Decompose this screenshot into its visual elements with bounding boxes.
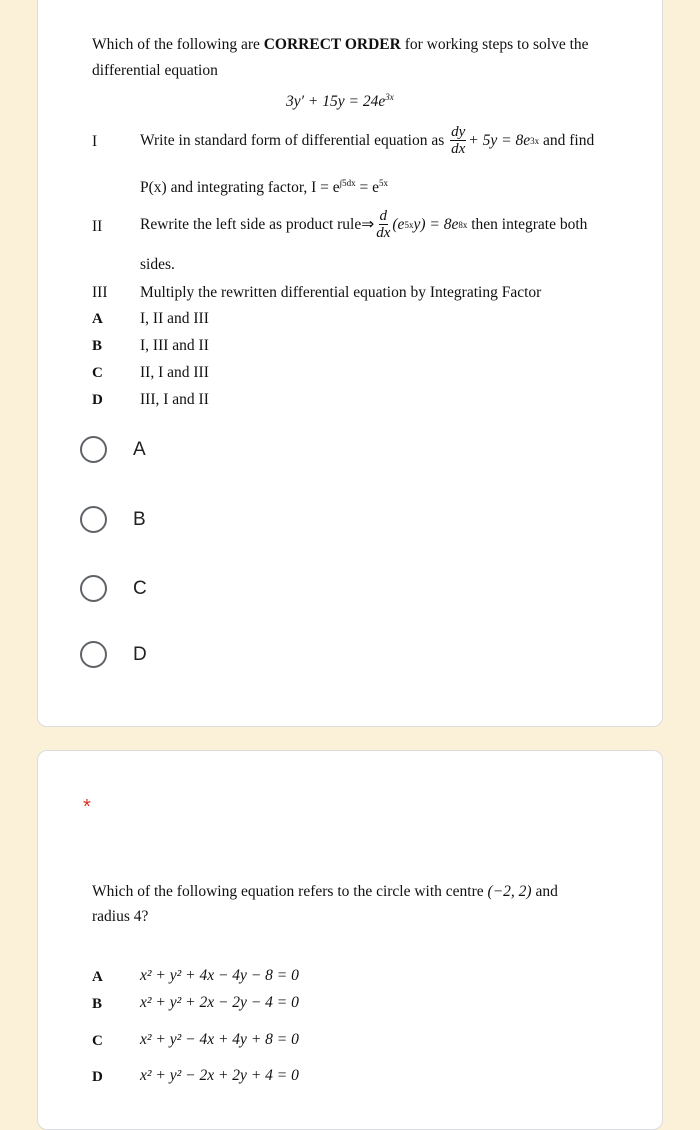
radio-option-d[interactable] — [80, 641, 147, 668]
choice-letter: C — [92, 365, 103, 381]
choice-text: I, III and II — [140, 337, 209, 354]
choice-letter: C — [92, 1033, 103, 1049]
radio-circle-icon[interactable] — [80, 436, 107, 463]
radio-label: B — [133, 508, 146, 530]
radio-label: C — [133, 577, 147, 599]
q2-text-line2: radius 4? — [92, 908, 149, 925]
step-2-line2: sides. — [140, 256, 175, 273]
step-2-text: Rewrite the left side as product rule⇒ $\frac{d}{dx}$ (e 5x y) = 8e 8x then integrate both — [140, 208, 588, 241]
radio-option-c[interactable] — [80, 575, 147, 602]
radio-label: D — [133, 643, 147, 665]
step-1-line2: P(x) and integrating factor, $I = e^{\int 5dx} = e^{5x}$ — [140, 178, 388, 197]
q1-intro-line2: differential equation — [92, 62, 218, 79]
choice-text: x² + y² + 2x − 2y − 4 = 0 — [140, 994, 299, 1011]
step-2-number: II — [92, 218, 103, 235]
choice-text: x² + y² − 2x + 2y + 4 = 0 — [140, 1067, 299, 1084]
radio-circle-icon[interactable] — [80, 506, 107, 533]
radio-option-a[interactable] — [80, 436, 146, 463]
required-asterisk: * — [83, 796, 91, 818]
radio-circle-icon[interactable] — [80, 641, 107, 668]
choice-letter: A — [92, 311, 103, 327]
choice-letter: B — [92, 996, 103, 1012]
choice-letter: B — [92, 338, 103, 354]
step-1-number: I — [92, 133, 98, 150]
q1-equation: $3y' + 15y = 24e^{3x}$ — [286, 92, 394, 111]
step-3-number: III — [92, 284, 108, 301]
q1-intro: Which of the following are CORRECT ORDER for working steps to solve the — [92, 36, 589, 53]
choice-text: III, I and II — [140, 391, 209, 408]
choice-text: II, I and III — [140, 364, 209, 381]
choice-text: x² + y² + 4x − 4y − 8 = 0 — [140, 967, 299, 984]
choice-letter: A — [92, 969, 103, 985]
choice-letter: D — [92, 1069, 103, 1085]
step-1-text: Write in standard form of differential equation as $\frac{dy}{dx}$ + 5y = 8e 3x and find — [140, 124, 595, 157]
radio-option-b[interactable] — [80, 506, 146, 533]
radio-circle-icon[interactable] — [80, 575, 107, 602]
question-card-2 — [37, 750, 663, 1130]
q2-text: Which of the following equation refers to the circle with centre (−2, 2) and — [92, 883, 558, 900]
step-3-text: Multiply the rewritten differential equation by Integrating Factor — [140, 284, 542, 301]
choice-letter: D — [92, 392, 103, 408]
radio-label: A — [133, 438, 146, 460]
choice-text: x² + y² − 4x + 4y + 8 = 0 — [140, 1031, 299, 1048]
choice-text: I, II and III — [140, 310, 209, 327]
